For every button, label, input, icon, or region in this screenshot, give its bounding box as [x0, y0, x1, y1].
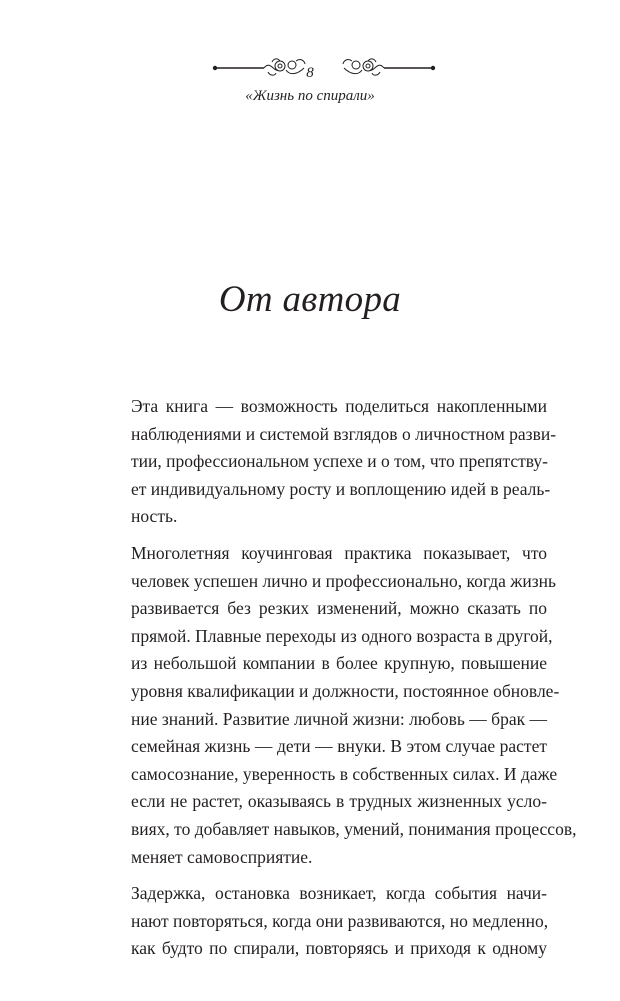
text-line: ность. — [131, 506, 178, 527]
paragraph — [89, 393, 557, 531]
text-line: самосознание, уверенность в собственных силах. И даже — [131, 763, 558, 784]
page-header — [0, 52, 620, 112]
text-line: ние знаний. Развитие личной жизни: любовь — брак — — [131, 708, 547, 729]
text-line: уровня квалификации и должности, постоянное обновле- — [131, 680, 560, 701]
text-line: как будто по спирали, повторяясь и приходя к одному — [131, 938, 547, 959]
paragraph — [89, 880, 547, 963]
text-line: из небольшой компании в более крупную, повышение — [131, 653, 547, 674]
page-number: 8 — [306, 65, 314, 81]
text-line: если не растет, оказываясь в трудных жизненных усло- — [131, 791, 547, 812]
text-line: ет индивидуальному росту и воплощению идей в реаль- — [131, 478, 551, 499]
text-line: виях, то добавляет навыков, умений, понимания процессов, — [131, 818, 577, 839]
text-line: человек успешен лично и профессионально, когда жизнь — [131, 570, 556, 591]
body-text — [89, 393, 577, 972]
running-title: «Жизнь по спирали» — [245, 88, 375, 104]
text-line: тии, профессиональном успехе и о том, что препятству- — [131, 451, 548, 472]
text-line: нают повторяться, когда они развиваются, но медленно, — [131, 910, 549, 931]
text-line: меняет самовосприятие. — [131, 846, 313, 867]
text-line: Многолетняя коучинговая практика показывает, что — [131, 542, 547, 563]
text-line: семейная жизнь — дети — внуки. В этом случае растет — [131, 736, 547, 757]
text-line: развивается без резких изменений, можно сказать по — [131, 598, 547, 619]
chapter-title: От автора — [218, 279, 402, 320]
text-line: Задержка, остановка возникает, когда события начи- — [131, 883, 547, 904]
text-line: прямой. Плавные переходы из одного возраста в другой, — [131, 625, 553, 646]
floral-ornament-icon — [340, 56, 436, 78]
text-line: наблюдениями и системой взглядов о личностном разви- — [131, 423, 557, 444]
paragraph — [89, 540, 577, 871]
text-line: Эта книга — возможность поделиться накопленными — [131, 396, 547, 416]
